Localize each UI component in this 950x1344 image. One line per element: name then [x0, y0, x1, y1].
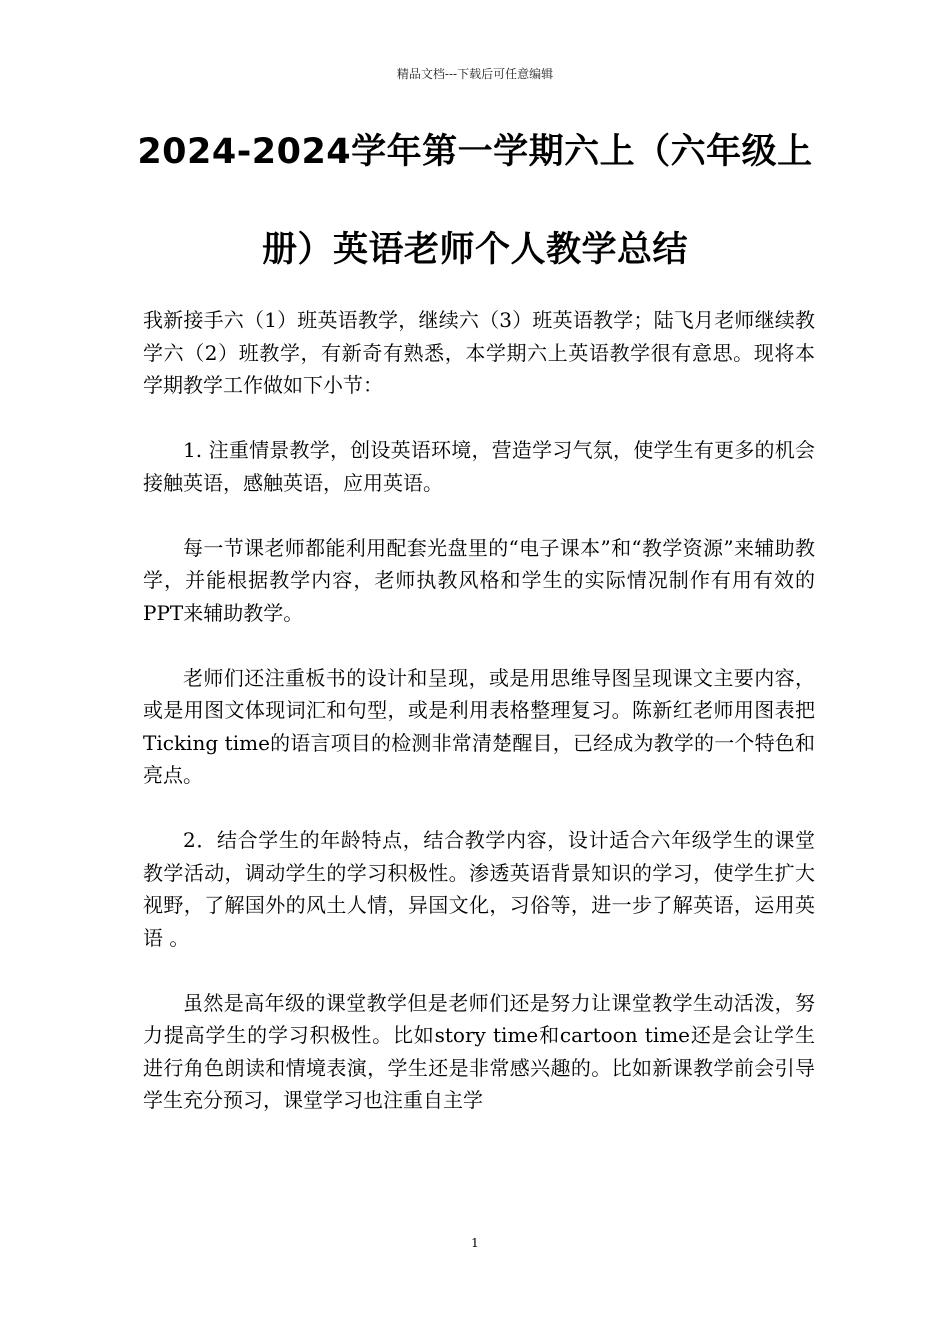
paragraph-point-1: 1. 注重情景教学，创设英语环境，营造学习气氛，使学生有更多的机会接触英语，感触英语，应用英语。	[143, 438, 815, 495]
page-number: 1	[471, 1236, 479, 1250]
paragraph-intro: 我新接手六（1）班英语教学，继续六（3）班英语教学；陆飞月老师继续教学六（2）班教学，有新奇有熟悉，本学期六上英语教学很有意思。现将本学期教学工作做如下小节：	[143, 308, 815, 397]
paragraph-blackboard: 老师们还注重板书的设计和呈现，或是用思维导图呈现课文主要内容，或是用图文体现词汇和句型，或是利用表格整理复习。陈新红老师用图表把Ticking time的语言项目的检测非常清楚醒目，已经成为教学的一个特色和亮点。	[143, 665, 815, 787]
document-body	[143, 304, 815, 1149]
document-title-line-2: 册）英语老师个人教学总结	[261, 230, 688, 270]
paragraph-resources: 每一节课老师都能利用配套光盘里的“电子课本”和“教学资源”来辅助教学，并能根据教学内容，老师执教风格和学生的实际情况制作有用有效的PPT来辅助教学。	[143, 535, 815, 625]
document-header-note: 精品文档---下载后可任意编辑	[396, 67, 554, 81]
paragraph-classroom: 虽然是高年级的课堂教学但是老师们还是努力让课堂教学生动活泼，努力提高学生的学习积极性。比如story time和cartoon time还是会让学生进行角色朗读和情境表演，学生还是非常感兴趣的。比如新课教学前会引导学生充分预习，课堂学习也注重自主学	[143, 990, 815, 1112]
paragraph-point-2: 2．结合学生的年龄特点，结合教学内容，设计适合六年级学生的课堂教学活动，调动学生的学习积极性。渗透英语背景知识的学习，使学生扩大视野，了解国外的风土人情，异国文化，习俗等，进一步了解英语，运用英语 。	[143, 828, 815, 950]
document-title-line-1: 2024-2024学年第一学期六上（六年级上	[137, 132, 813, 172]
